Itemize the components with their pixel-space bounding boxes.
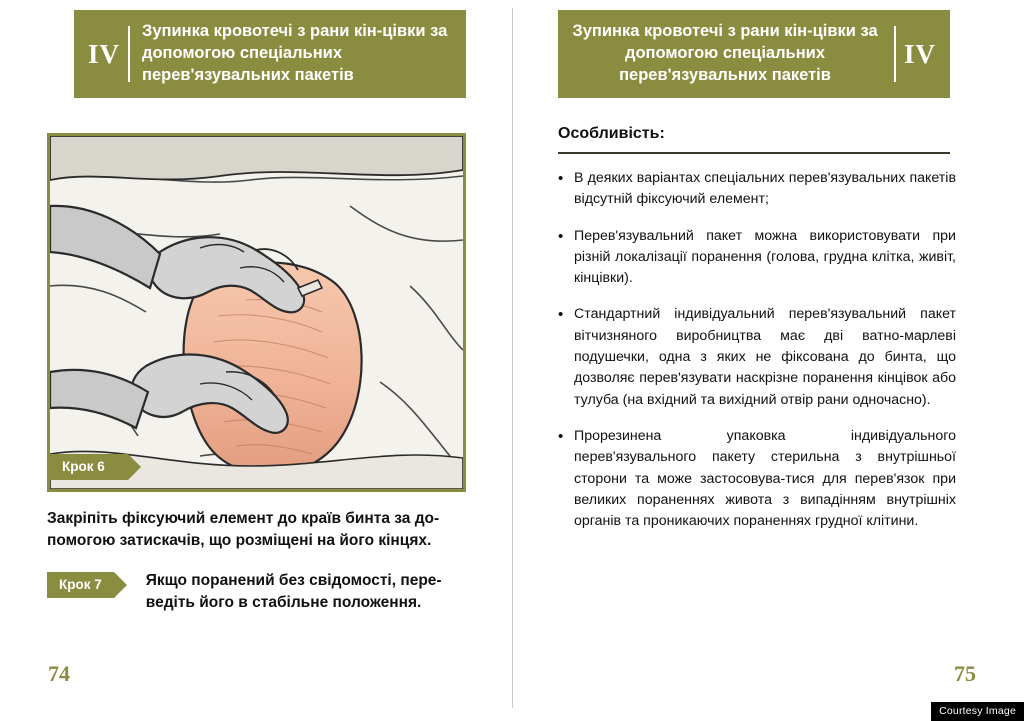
chapter-title: Зупинка кровотечі з рани кін-цівки за допомогою спеціальних перев'язувальних пакетів <box>142 22 448 84</box>
step-7-text: Якщо поранений без свідомості, пере-ведіть його в стабільне положення. <box>145 572 442 611</box>
courtesy-watermark: Courtesy Image <box>931 702 1024 721</box>
list-item <box>558 426 956 532</box>
list-item <box>558 304 956 410</box>
bullet-list <box>558 168 956 547</box>
chapter-header-right <box>558 10 950 98</box>
header-divider-right <box>894 26 896 82</box>
list-item-text: В деяких варіантах спеціальних перев'язувальних пакетів відсутній фіксуючий елемент; <box>574 170 956 208</box>
list-item-text: Перев'язувальний пакет можна використовувати при різній локалізації поранення (голова, грудна клітка, живіт, кінцівки). <box>574 227 956 287</box>
bullet-dot-icon: • <box>558 306 564 324</box>
bullet-dot-icon: • <box>558 227 564 245</box>
list-item-text: Стандартний індивідуальний перев'язувальний пакет вітчизняного виробництва має дві ватно-марлеві подушечки, одна з яких не фіксована до бинта, що дозволяє перев'язувати наскрізне поранення кінцівок або тулуба (на вхідний та вихідний отвір рани одночасно). <box>574 306 956 408</box>
bullet-dot-icon: • <box>558 170 564 187</box>
illustration-frame <box>47 133 466 492</box>
list-item-text: Прорезинена упаковка індивідуального перев'язувального пакету стерильна з внутрішньої сторони та може застосовува-тися для перев'язок при великих пораненнях живота з випадінням внутрішніх органів та проникаючих пораненнях грудної клітини. <box>574 427 956 530</box>
step-badge-7: Крок 7 <box>47 572 114 598</box>
header-divider <box>128 26 130 82</box>
step-badge-6: Крок 6 <box>50 454 128 480</box>
section-rule <box>558 152 950 154</box>
list-item <box>558 168 956 211</box>
right-page <box>512 0 1024 721</box>
chapter-number: IV <box>87 38 120 69</box>
illustration-image <box>50 136 463 489</box>
chapter-header-left <box>74 10 466 98</box>
chapter-title-right: Зупинка кровотечі з рани кін-цівки за допомогою спеціальних перев'язувальних пакетів <box>572 22 878 84</box>
bullet-dot-icon: • <box>558 427 564 445</box>
section-subheading: Особливість: <box>558 125 665 142</box>
list-item <box>558 226 956 290</box>
page-number-left: 74 <box>48 661 70 686</box>
page-number-right: 75 <box>954 661 976 686</box>
figure-caption: Закріпіть фіксуючий елемент до країв бинта за до-помогою затискачів, що розміщені на його кінцях. <box>47 510 440 549</box>
step-7-row <box>47 570 477 614</box>
chapter-number-right: IV <box>903 38 936 69</box>
